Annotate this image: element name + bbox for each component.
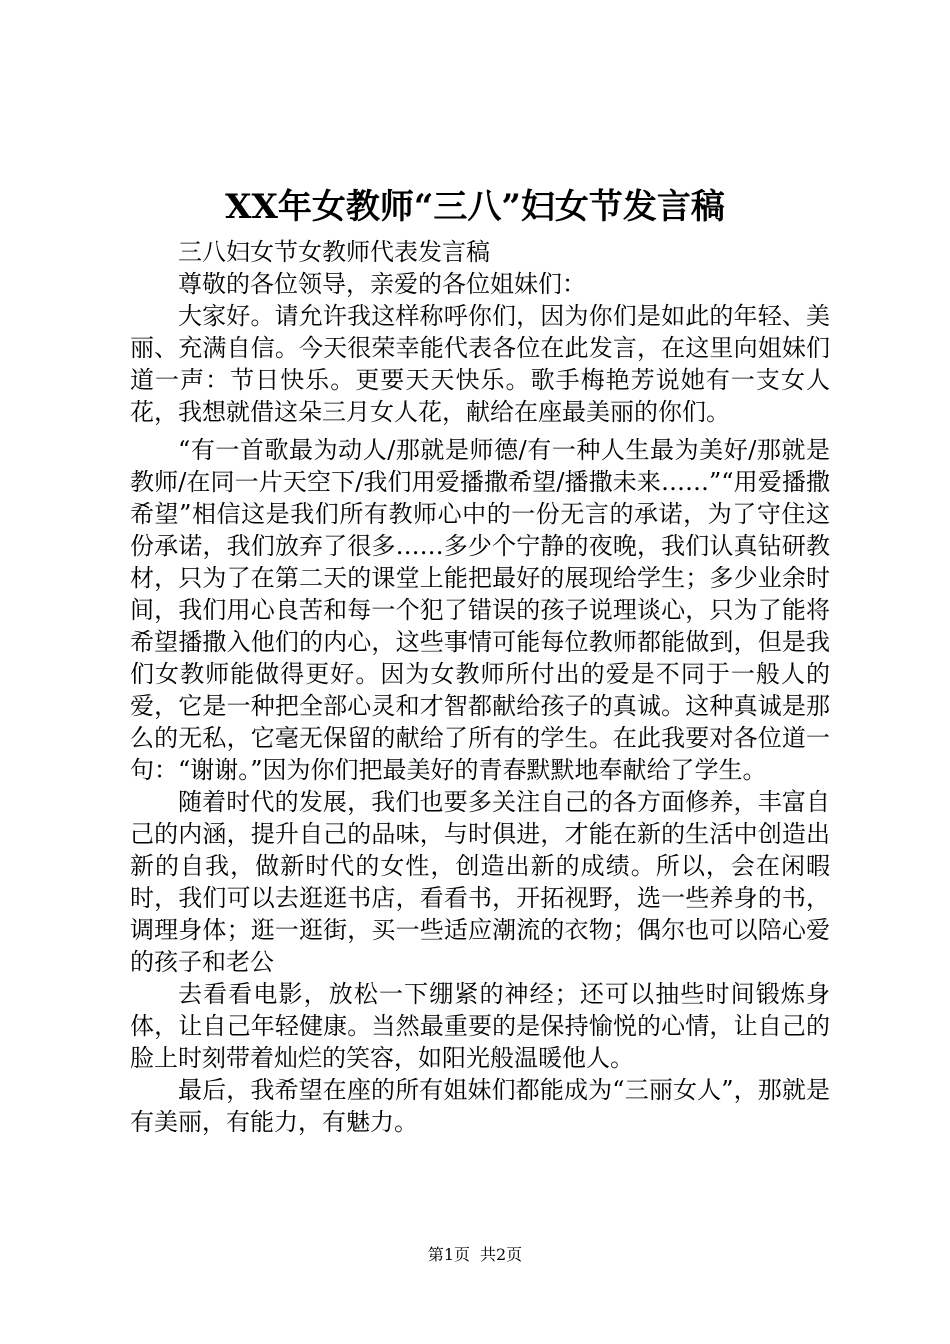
speech-heading: 三八妇女节女教师代表发言稿 — [178, 238, 490, 266]
paragraph-self-cultivation: 随着时代的发展，我们也要多关注自己的各方面修养，丰富自己的内涵，提升自己的品味，与时俱进，才能在新的生活中创造出新的自我，做新时代的女性，创造出新的成绩。所以，会在闲暇时，我们可以去逛逛书店，看看书，开拓视野，选一些养身的书，调理身体；逛一逛街，买一些适应潮流的衣物；偶尔也可以陪心爱的孩子和老公 — [130, 788, 830, 976]
page-footer — [0, 1244, 950, 1266]
page-total: 共2页 — [480, 1245, 523, 1264]
paragraph-greeting: 大家好。请允许我这样称呼你们，因为你们是如此的年轻、美丽、充满自信。今天很荣幸能代表各位在此发言，在这里向姐妹们道一声：节日快乐。更要天天快乐。歌手梅艳芳说她有一支女人花，我想就借这朵三月女人花，献给在座最美丽的你们。 — [130, 302, 830, 426]
document-body — [130, 236, 830, 1138]
paragraph-leisure: 去看看电影，放松一下绷紧的神经；还可以抽些时间锻炼身体，让自己年轻健康。当然最重要的是保持愉悦的心情，让自己的脸上时刻带着灿烂的笑容，如阳光般温暖他人。 — [130, 980, 830, 1072]
page-number: 第1页 — [427, 1245, 470, 1264]
document-title: XX年女教师“三八”妇女节发言稿 — [225, 187, 725, 227]
paragraph-teacher-ethics: “有一首歌最为动人/那就是师德/有一种人生最为美好/那就是教师/在同一片天空下/我们用爱播撒希望/播撒未来……”“用爱播撒希望”相信这是我们所有教师心中的一份无言的承诺，为了守住这份承诺，我们放弃了很多……多少个宁静的夜晚，我们认真钻研教材，只为了在第二天的课堂上能把最好的展现给学生；多少业余时间，我们用心良苦和每一个犯了错误的孩子说理谈心，只为了能将希望播撒入他们的内心，这些事情可能每位教师都能做到，但是我们女教师能做得更好。因为女教师所付出的爱是不同于一般人的爱，它是一种把全部心灵和才智都献给孩子的真诚。这种真诚是那么的无私，它毫无保留的献给了所有的学生。在此我要对各位道一句：“谢谢。”因为你们把最美好的青春默默地奉献给了学生。 — [130, 436, 830, 784]
salutation: 尊敬的各位领导，亲爱的各位姐妹们： — [178, 270, 586, 298]
paragraph-closing: 最后，我希望在座的所有姐妹们都能成为“三丽女人”，那就是有美丽，有能力，有魅力。 — [130, 1076, 830, 1136]
